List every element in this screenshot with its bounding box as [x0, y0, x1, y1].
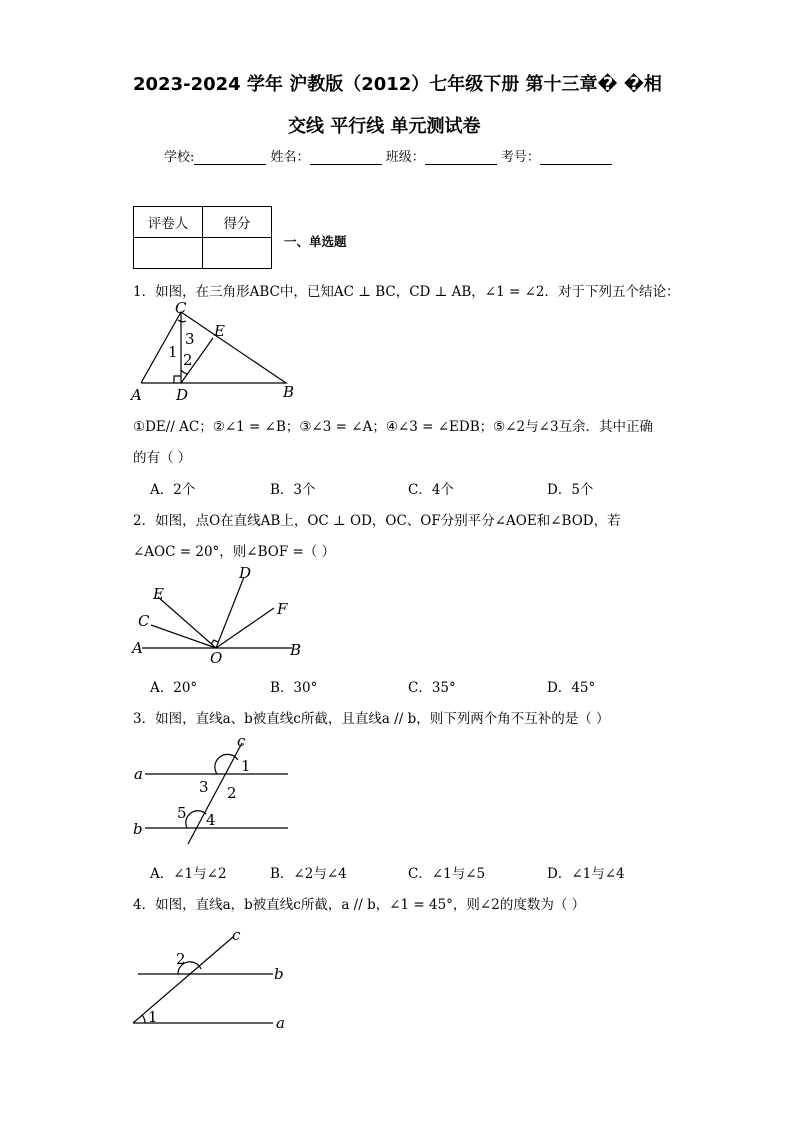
class-label: 班级： — [385, 150, 425, 165]
label-e: E — [153, 585, 164, 603]
q2-option-a[interactable]: A．20° — [150, 680, 198, 696]
q3-text: 3．如图，直线a、b被直线c所截，且直线a // b，则下列两个角不互补的是（ ） — [133, 711, 610, 727]
label-a: A — [132, 639, 143, 657]
label-angle-3: 3 — [199, 778, 209, 796]
id-label: 考号： — [500, 150, 540, 165]
q4-text: 4．如图，直线a，b被直线c所截，a // b，∠1 = 45°，则∠2的度数为（ ） — [133, 897, 586, 913]
label-angle-2: 2 — [183, 351, 193, 369]
label-c: c — [232, 926, 241, 944]
label-angle-4: 4 — [206, 811, 216, 829]
q2-option-d[interactable]: D．45° — [547, 680, 596, 696]
label-angle-5: 5 — [177, 804, 187, 822]
q3-option-a[interactable]: A．∠1与∠2 — [150, 866, 227, 882]
label-angle-1: 1 — [241, 757, 251, 775]
q4-figure — [128, 925, 298, 1035]
score-header: 得分 — [203, 207, 272, 238]
label-b: b — [274, 965, 284, 983]
angle-2-arc — [181, 370, 188, 374]
school-field[interactable] — [194, 152, 266, 165]
label-b: B — [290, 641, 302, 659]
label-angle-3: 3 — [185, 330, 195, 348]
label-a: a — [276, 1014, 285, 1032]
label-o: O — [210, 649, 223, 667]
score-table — [133, 206, 272, 269]
q1-option-c[interactable]: C．4个 — [408, 482, 454, 498]
q1-text: 1．如图，在三角形ABC中，已知AC ⊥ BC，CD ⊥ AB，∠1 = ∠2．对于下列五个结论： — [133, 284, 680, 300]
student-info-row — [164, 146, 612, 165]
q2-text-line1: 2．如图，点O在直线AB上，OC ⊥ OD，OC、OF分别平分∠AOE和∠BOD，若 — [133, 513, 621, 529]
ray-of — [216, 608, 274, 648]
q1-option-d[interactable]: D．5个 — [547, 482, 594, 498]
q3-option-c[interactable]: C．∠1与∠5 — [408, 866, 486, 882]
label-angle-1: 1 — [168, 343, 178, 361]
section-title: 一、单选题 — [284, 234, 347, 249]
angle-3-arc — [178, 320, 186, 322]
grader-cell[interactable] — [134, 238, 203, 269]
q1-conclusions-line2: 的有（ ） — [133, 450, 192, 466]
label-a: a — [134, 765, 143, 783]
q2-option-b[interactable]: B．30° — [270, 680, 318, 696]
q1-conclusions-line1: ①DE// AC；②∠1 = ∠B；③∠3 = ∠A；④∠3 = ∠EDB；⑤∠2与∠3互余．其中正确 — [133, 419, 654, 435]
angle-arc-bottom — [186, 811, 206, 828]
label-f: F — [277, 600, 288, 618]
name-field[interactable] — [310, 152, 382, 165]
angle-1-arc — [142, 1015, 145, 1023]
name-label: 姓名： — [270, 150, 310, 165]
q3-figure — [128, 730, 298, 850]
q2-option-c[interactable]: C．35° — [408, 680, 456, 696]
q2-figure — [128, 562, 310, 667]
right-angle-mark — [211, 640, 218, 644]
score-cell[interactable] — [203, 238, 272, 269]
label-angle-2: 2 — [176, 950, 186, 968]
ray-oe — [158, 597, 216, 648]
label-b: B — [283, 383, 295, 401]
q3-option-b[interactable]: B．∠2与∠4 — [270, 866, 347, 882]
q1-option-a[interactable]: A．2个 — [150, 482, 196, 498]
label-d: D — [239, 564, 252, 582]
class-field[interactable] — [425, 152, 497, 165]
q3-option-d[interactable]: D．∠1与∠4 — [547, 866, 625, 882]
school-label: 学校: — [164, 150, 195, 165]
grader-header: 评卷人 — [134, 207, 203, 238]
right-angle-mark — [174, 376, 181, 383]
label-c: C — [138, 612, 150, 630]
label-d: D — [176, 386, 189, 404]
q1-figure — [128, 300, 308, 405]
label-c: c — [237, 732, 246, 750]
label-angle-2: 2 — [227, 784, 237, 802]
label-b: b — [133, 820, 143, 838]
page-title-line2: 交线 平行线 单元测试卷 — [288, 116, 481, 137]
q1-option-b[interactable]: B．3个 — [270, 482, 316, 498]
label-a: A — [131, 386, 142, 404]
label-c: C — [175, 300, 187, 317]
label-angle-1: 1 — [148, 1008, 158, 1026]
q2-text-line2: ∠AOC = 20°，则∠BOF =（ ） — [133, 544, 336, 560]
id-field[interactable] — [540, 152, 612, 165]
label-e: E — [214, 322, 225, 340]
ray-od — [216, 577, 244, 648]
page-title-line1: 2023-2024 学年 沪教版（2012）七年级下册 第十三章� �相 — [133, 74, 662, 95]
ray-oc — [151, 625, 216, 648]
